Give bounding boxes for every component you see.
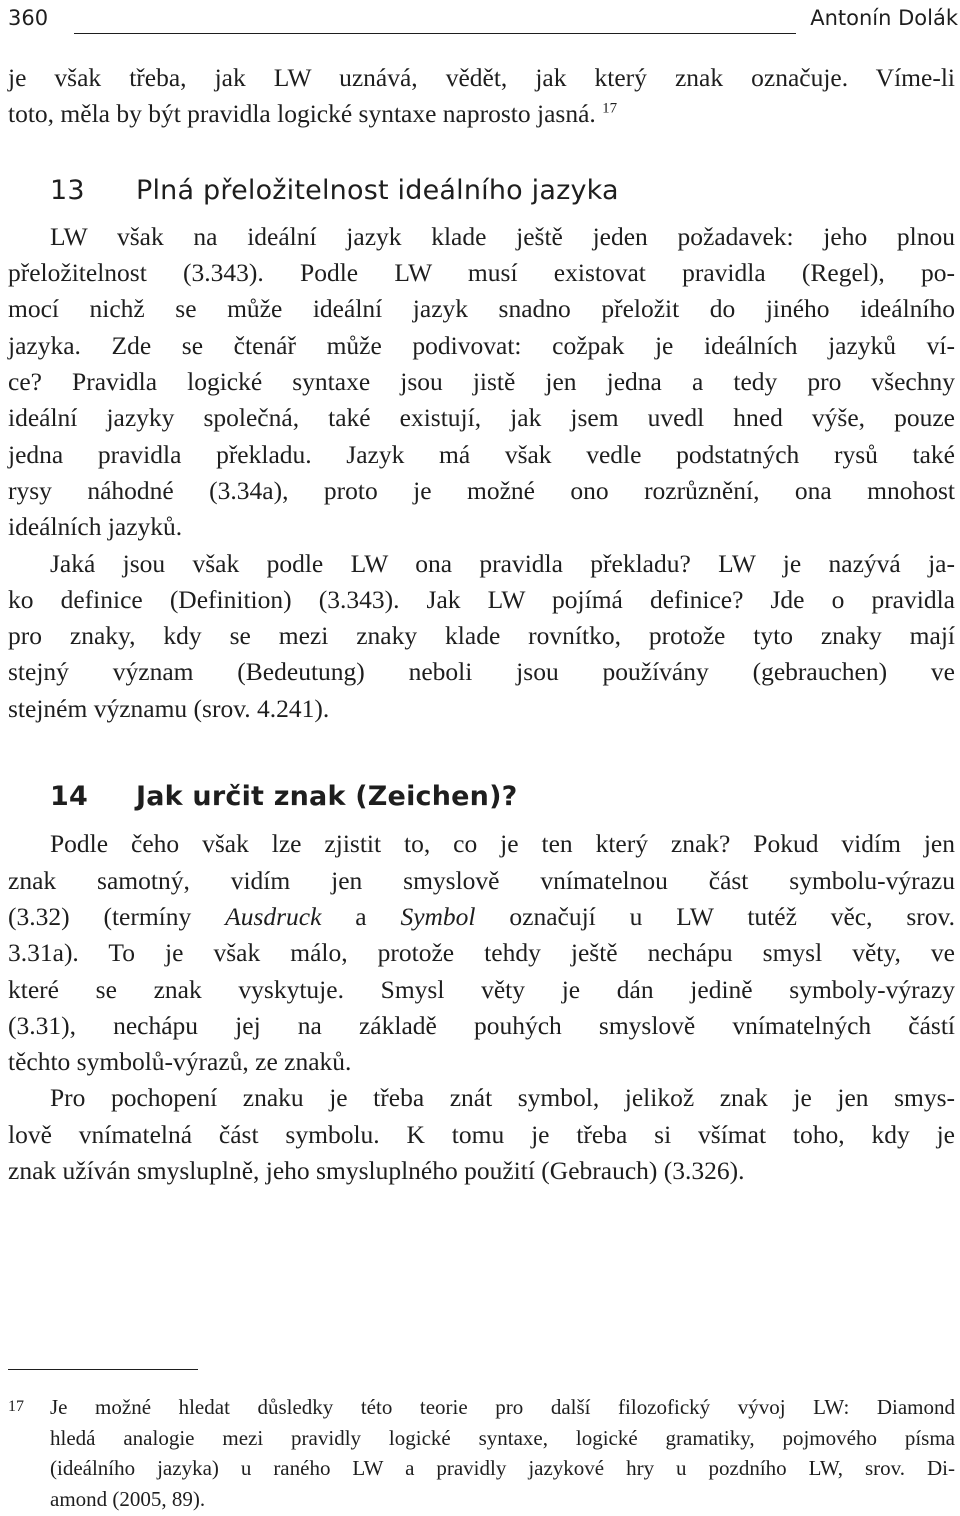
footnote-text <box>50 1392 955 1514</box>
paragraph-line: Podle čeho však lze zjistit to, co je ten který znak? Pokud vidím jen <box>50 829 955 859</box>
footnote-line: (ideálního jazyka) u raného LW a pravidly jazykové hry u pozdního LW, srov. Di- <box>50 1456 955 1480</box>
paragraph-line: 3.31a). To je však málo, protože tehdy ještě nechápu smysl věty, ve <box>8 938 955 968</box>
footnote-number: 17 <box>8 1398 24 1415</box>
paragraph-line: Pro pochopení znaku je třeba znát symbol, jelikož znak je jen smys- <box>50 1083 955 1113</box>
page-number: 360 <box>8 6 49 30</box>
text-run: a <box>321 901 401 931</box>
section-heading-14 <box>8 779 955 815</box>
text-run: (3.32) (termíny <box>8 901 226 931</box>
main-text <box>8 60 955 1189</box>
paragraph-line: jazyka. Zde se čtenář může podivovat: cožpak je ideálních jazyků ví- <box>8 330 955 360</box>
footnote-line: hledá analogie mezi pravidly logické syntaxe, logické gramatiky, pojmového písma <box>50 1425 955 1450</box>
footnote-separator <box>8 1369 198 1370</box>
footnote-reference[interactable]: 17 <box>602 100 618 117</box>
paragraph-line: ko definice (Definition) (3.343). Jak LW pojímá definice? Jde o pravidla <box>8 584 955 614</box>
paragraph-line: LW však na ideální jazyk klade ještě jeden požadavek: jeho plnou <box>50 221 955 251</box>
paragraph-line: mocí nichž se může ideální jazyk snadno přeložit do jiného ideálního <box>8 294 955 324</box>
paragraph-line: lově vnímatelná část symbolu. K tomu je třeba si všímat toho, kdy je <box>8 1119 955 1149</box>
section-number: 13 <box>50 174 85 206</box>
paragraph-line: znak samotný, vidím jen smyslově vnímatelnou část symbolu-výrazu <box>8 865 955 895</box>
running-author: Antonín Dolák <box>810 6 958 30</box>
section-heading-13 <box>8 173 955 209</box>
paragraph-line: ideální jazyky společná, také existují, jak jsem uvedl hned výše, pouze <box>8 403 955 433</box>
paragraph-line: stejný význam (Bedeutung) neboli jsou používány (gebrauchen) ve <box>8 657 955 687</box>
paragraph-line: ce? Pravidla logické syntaxe jsou jistě jen jedna a tedy pro všechny <box>8 367 955 397</box>
paragraph-line: pro znaky, kdy se mezi znaky klade rovnítko, protože tyto znaky mají <box>8 621 955 651</box>
footnote <box>8 1392 955 1514</box>
term-symbol: Symbol <box>400 901 476 931</box>
paragraph-line: přeložitelnost (3.343). Podle LW musí existovat pravidla (Regel), po- <box>8 258 955 288</box>
paragraph-line: ideálních jazyků. <box>8 512 183 542</box>
intro-line: je však třeba, jak LW uznává, vědět, jak který znak označuje. Víme-li <box>8 63 955 92</box>
paragraph-line: znak užíván smysluplně, jeho smysluplného použití (Gebrauch) (3.326). <box>8 1156 745 1186</box>
paragraph-line: (3.31), nechápu jej na základě pouhých smyslově vnímatelných částí <box>8 1010 955 1040</box>
footnote-line: amond (2005, 89). <box>50 1486 206 1511</box>
section-title: Plná přeložitelnost ideálního jazyka <box>136 174 619 206</box>
paragraph-line: které se znak vyskytuje. Smysl věty je dán jedině symboly-výrazy <box>8 974 955 1004</box>
intro-text: toto, měla by být pravidla logické syntaxe naprosto jasná. <box>8 99 596 129</box>
text-run: označují u LW tutéž věc, srov. <box>475 901 955 931</box>
intro-line <box>8 96 955 132</box>
paragraph-line <box>8 899 955 935</box>
paragraph-line: jedna pravidla překladu. Jazyk má však vedle podstatných rysů také <box>8 439 955 469</box>
paragraph-line: těchto symbolů-výrazů, ze znaků. <box>8 1047 352 1077</box>
paragraph-line: stejném významu (srov. 4.241). <box>8 693 330 723</box>
paragraph-line: Jaká jsou však podle LW ona pravidla překladu? LW je nazývá ja- <box>50 548 955 578</box>
section-number: 14 <box>50 781 88 813</box>
header-rule <box>74 33 796 34</box>
paragraph-line: rysy náhodné (3.34a), proto je možné ono rozrůznění, ona mnohost <box>8 475 955 505</box>
term-ausdruck: Ausdruck <box>225 901 322 931</box>
footnote-line: Je možné hledat důsledky této teorie pro další filozofický vývoj LW: Diamond <box>50 1395 955 1419</box>
running-header <box>8 6 958 34</box>
section-title: Jak určit znak (Zeichen)? <box>136 781 518 813</box>
